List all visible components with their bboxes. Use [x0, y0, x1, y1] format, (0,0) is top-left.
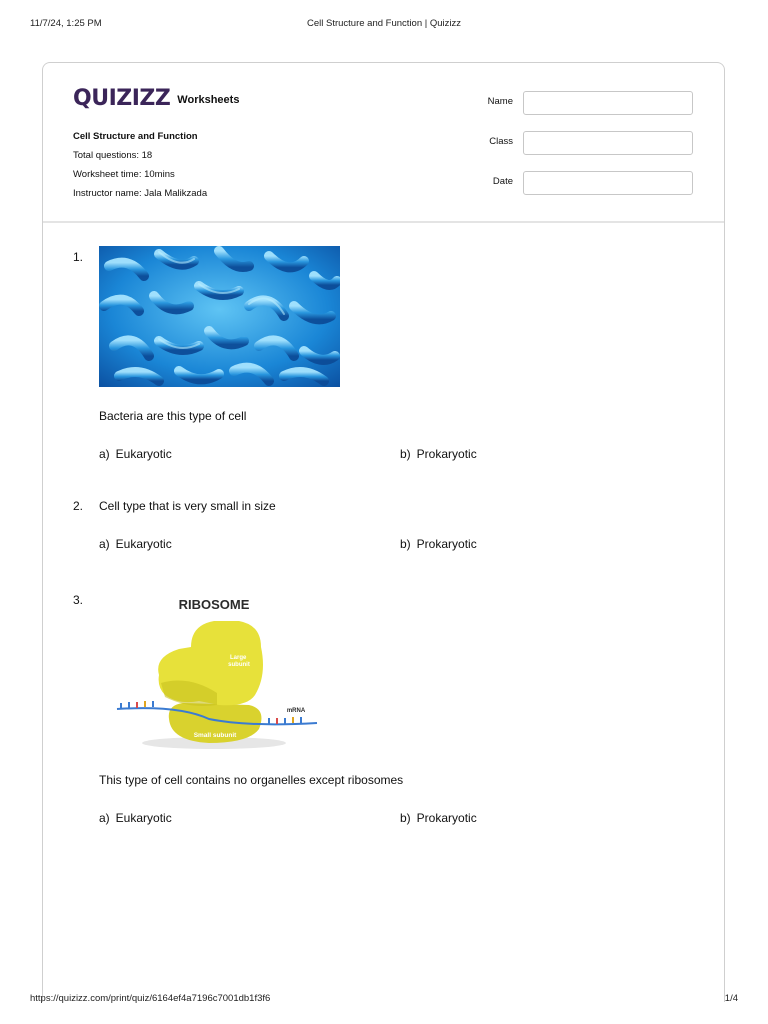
option-text: Eukaryotic	[115, 537, 172, 551]
question-number: 3.	[73, 593, 84, 607]
question-text: This type of cell contains no organelles except ribosomes	[99, 773, 404, 787]
worksheet-time: Worksheet time: 10mins	[73, 169, 175, 180]
question-text: Bacteria are this type of cell	[99, 409, 247, 423]
logo-section-label: Worksheets	[177, 93, 240, 106]
date-label: Date	[492, 176, 513, 187]
option-a[interactable]	[99, 537, 172, 551]
worksheet-header	[43, 63, 724, 223]
total-questions: Total questions: 18	[73, 150, 153, 161]
logo-wordmark: QUIZIZZ	[73, 85, 171, 111]
print-page-title: Cell Structure and Function | Quizizz	[306, 18, 461, 29]
question-text: Cell type that is very small in size	[99, 499, 276, 513]
date-field	[463, 171, 693, 195]
name-field	[463, 91, 693, 115]
small-subunit-label: Small subunit	[193, 732, 237, 739]
question-number: 1.	[73, 250, 84, 264]
option-b[interactable]	[400, 537, 477, 551]
print-url: https://quizizz.com/print/quiz/6164ef4a7196c7001db1f3f6	[30, 993, 271, 1004]
ribosome-title: RIBOSOME	[178, 597, 250, 612]
worksheet-sheet	[42, 62, 725, 1002]
mrna-label: mRNA	[286, 708, 306, 714]
option-text: Eukaryotic	[115, 447, 172, 461]
option-letter: a)	[99, 811, 110, 825]
print-page-indicator: 1/4	[724, 993, 738, 1004]
print-header	[30, 18, 738, 32]
option-b[interactable]	[400, 447, 477, 461]
option-letter: b)	[400, 447, 411, 461]
question-number: 2.	[73, 499, 84, 513]
question-3	[73, 593, 693, 833]
option-letter: b)	[400, 537, 411, 551]
option-b[interactable]	[400, 811, 477, 825]
option-letter: a)	[99, 537, 110, 551]
option-text: Prokaryotic	[416, 537, 477, 551]
quiz-meta	[73, 127, 207, 203]
instructor-name: Instructor name: Jala Malikzada	[73, 188, 208, 199]
class-label: Class	[489, 136, 513, 147]
question-1	[73, 250, 693, 470]
class-input[interactable]	[523, 131, 693, 155]
bacteria-image	[99, 246, 340, 387]
option-a[interactable]	[99, 811, 172, 825]
option-letter: a)	[99, 447, 110, 461]
quizizz-logo	[73, 85, 239, 111]
ribosome-image	[99, 587, 340, 755]
svg-text:Large subunit: Large subunit	[228, 655, 250, 668]
option-text: Prokaryotic	[416, 447, 477, 461]
option-a[interactable]	[99, 447, 172, 461]
print-datetime: 11/7/24, 1:25 PM	[30, 18, 102, 29]
name-input[interactable]	[523, 91, 693, 115]
class-field	[463, 131, 693, 155]
print-footer	[30, 993, 738, 1007]
name-label: Name	[487, 96, 513, 107]
option-text: Eukaryotic	[115, 811, 172, 825]
option-text: Prokaryotic	[416, 811, 477, 825]
date-input[interactable]	[523, 171, 693, 195]
quiz-title: Cell Structure and Function	[73, 131, 198, 142]
option-letter: b)	[400, 811, 411, 825]
question-2	[73, 499, 693, 559]
